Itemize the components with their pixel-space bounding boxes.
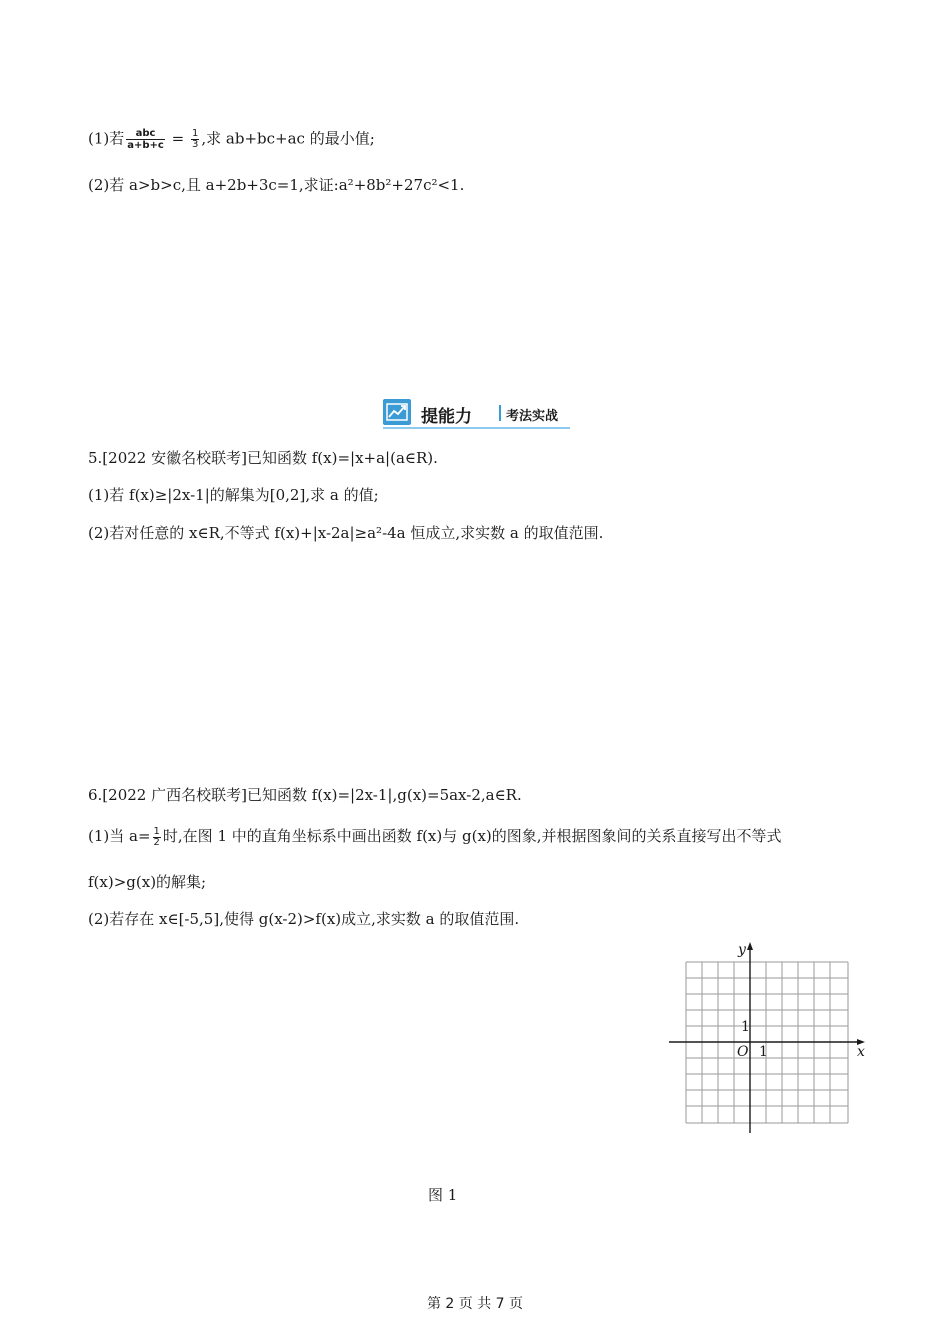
y-axis-label: y xyxy=(738,942,746,958)
problem5-part2: (2)若对任意的 x∈R,不等式 f(x)+|x-2a|≥a²-4a 恒成立,求实数 a 的取值范围. xyxy=(88,524,604,542)
fraction-one-half xyxy=(153,827,161,848)
y-axis-arrow xyxy=(747,942,753,950)
axes xyxy=(669,946,861,1133)
problem6-stem: 6.[2022 广西名校联考]已知函数 f(x)=|2x-1|,g(x)=5ax-2,a∈R. xyxy=(88,786,522,804)
fraction-denominator: a+b+c xyxy=(127,140,164,151)
fraction-abc xyxy=(126,128,165,151)
problem4-part2: (2)若 a>b>c,且 a+2b+3c=1,求证:a²+8b²+27c²<1. xyxy=(88,176,465,194)
problem6-part1-text: 时,在图 1 中的直角坐标系中画出函数 f(x)与 g(x)的图象,并根据图象间的关系直接写出不等式 xyxy=(162,827,782,845)
coordinate-grid-figure xyxy=(665,940,870,1140)
section-divider xyxy=(499,405,501,421)
fraction-denominator: 3 xyxy=(191,139,199,150)
origin-label: O xyxy=(737,1044,749,1060)
section-header xyxy=(383,397,570,429)
problem5-part1: (1)若 f(x)≥|2x-1|的解集为[0,2],求 a 的值; xyxy=(88,486,379,504)
x-tick-label: 1 xyxy=(759,1044,768,1060)
y-tick-label: 1 xyxy=(741,1019,750,1035)
problem4-part1-suffix: ,求 ab+bc+ac 的最小值; xyxy=(201,129,375,148)
page-footer: 第 2 页 共 7 页 xyxy=(426,1296,524,1312)
problem6-part2: (2)若存在 x∈[-5,5],使得 g(x-2)>f(x)成立,求实数 a 的取值范围. xyxy=(88,910,520,928)
section-underline xyxy=(383,427,570,429)
section-title: 提能力 xyxy=(421,407,472,427)
coordinate-grid-svg xyxy=(665,940,870,1140)
fraction-one-third xyxy=(191,129,199,150)
problem6-part1 xyxy=(88,826,782,848)
equals-sign: = xyxy=(171,129,185,148)
problem6-part1-prefix: (1)当 a= xyxy=(88,827,151,845)
section-subtitle: 考法实战 xyxy=(506,409,559,424)
fraction-numerator: 1 xyxy=(153,825,160,837)
problem4-part1-prefix: (1)若 xyxy=(88,129,125,148)
fraction-numerator: 1 xyxy=(191,128,199,139)
problem6-part1-continued: f(x)>g(x)的解集; xyxy=(88,873,207,891)
fraction-numerator: abc xyxy=(126,128,165,140)
figure-caption: 图 1 xyxy=(428,1186,458,1204)
problem5-stem: 5.[2022 安徽名校联考]已知函数 f(x)=|x+a|(a∈R). xyxy=(88,449,438,467)
problem4-part1 xyxy=(88,128,375,151)
x-axis-label: x xyxy=(857,1044,865,1060)
chart-arrow-icon xyxy=(383,399,411,425)
fraction-denominator: 2 xyxy=(153,836,160,848)
